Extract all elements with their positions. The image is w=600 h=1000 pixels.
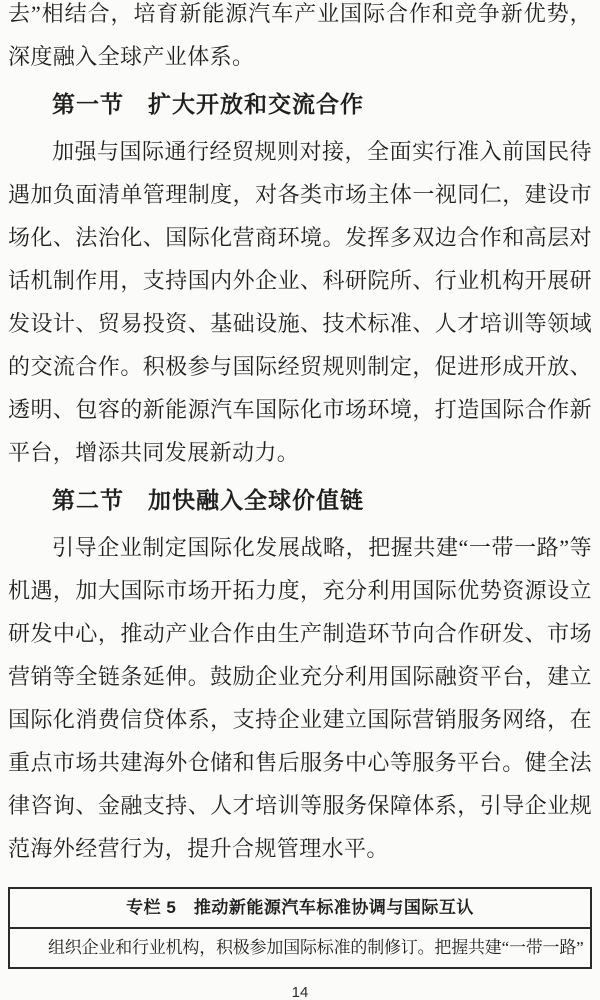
callout-box-title: 专栏 5 推动新能源汽车标准协调与国际互认	[10, 889, 590, 929]
callout-box-content: 组织企业和行业机构，积极参加国际标准的制修订。把握共建“一带一路”	[48, 938, 584, 957]
callout-box-column-5	[8, 887, 592, 969]
section-2-heading: 第二节 加快融入全球价值链	[52, 488, 364, 513]
section-1-paragraph: 加强与国际通行经贸规则对接，全面实行准入前国民待遇加负面清单管理制度，对各类市场主体一视同仁，建设市场化、法治化、国际化营商环境。发挥多双边合作和高层对话机制作用，支持国内外企业、科研院所、行业机构开展研发设计、贸易投资、基础设施、技术标准、人才培训等领域的交流合作。积极参与国际经贸规则制定，促进形成开放、透明、包容的新能源汽车国际化市场环境，打造国际合作新平台，增添共同发展新动力。	[8, 139, 592, 465]
section-1-heading: 第一节 扩大开放和交流合作	[52, 92, 364, 117]
continuation-paragraph: 去”相结合，培育新能源汽车产业国际合作和竞争新优势，深度融入全球产业体系。	[8, 1, 592, 69]
section-2-paragraph: 引导企业制定国际化发展战略，把握共建“一带一路”等机遇，加大国际市场开拓力度，充分利用国际优势资源设立研发中心，推动产业合作由生产制造环节向合作研发、市场营销等全链条延伸。鼓励企业充分利用国际融资平台，建立国际化消费信贷体系，支持企业建立国际营销服务网络，在重点市场共建海外仓储和售后服务中心等服务平台。健全法律咨询、金融支持、人才培训等服务保障体系，引导企业规范海外经营行为，提升合规管理水平。	[8, 535, 592, 861]
page-number: 14	[291, 984, 309, 1000]
